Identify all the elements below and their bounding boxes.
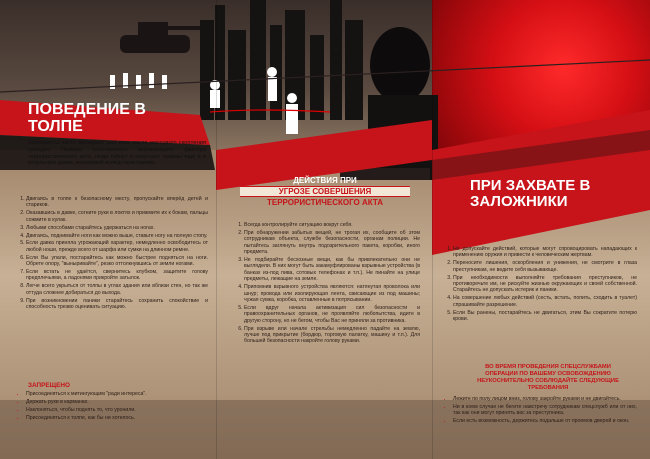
- panel3-title: ПРИ ЗАХВАТЕ В ЗАЛОЖНИКИ: [470, 177, 591, 210]
- forbidden-list: [18, 391, 208, 423]
- barbed-wire-icon: [0, 60, 650, 92]
- list-item: 3. Любыми способами старайтесь удержаться на ногах.: [26, 225, 208, 231]
- list-item: 5. Если вдруг начала активизация сил безопасности и правоохранительных органов, не проявляйте любопытства, идите в другую сторону, но не бегом, чтобы Вас не приняли за противника.: [244, 305, 420, 324]
- list-item: 1. Всегда контролируйте ситуацию вокруг себя.: [244, 222, 420, 228]
- forbidden-title: ЗАПРЕЩЕНО: [28, 382, 71, 389]
- list-item: • Ни в коем случае не бегите навстречу сотрудникам спецслужб или от них, так как они могут принять вас за преступника.: [453, 404, 637, 417]
- list-item: 7. Если встать не удаётся, свернитесь клубком, защитите голову предплечьями, а ладонями прикройте затылок.: [26, 269, 208, 282]
- list-item: • Присоединяться к митингующим "ради интереса".: [26, 391, 208, 397]
- list-item: 4. На совершение любых действий (сесть, встать, попить, сходить в туалет) спрашивайте разрешение.: [453, 295, 637, 308]
- tank-icon: [120, 22, 200, 53]
- panel1-title: ПОВЕДЕНИЕ В ТОЛПЕ: [28, 101, 146, 135]
- list-item: • Присоединяться к толпе, как бы ни хотелось.: [26, 415, 208, 421]
- list-item: 8. Легче всего укрыться от толпы в углах здания или вблизи стен, но так же оттуда сложнее добираться до выхода.: [26, 283, 208, 296]
- list-item: • Наклоняться, чтобы поднять то, что уронили.: [26, 407, 208, 413]
- list-item: 2. Оказавшись в давке, согните руки в локтях и прижмите их к бокам, пальцы сожмите в кулак.: [26, 210, 208, 223]
- fold-line: [216, 0, 217, 459]
- list-item: 6. При взрыве или начале стрельбы немедленно падайте на землю, лучше под прикрытие (бордюр, торговую палатку, машину и т.п.). Для большей безопасности накройте голову руками.: [244, 326, 420, 345]
- operation-title: ВО ВРЕМЯ ПРОВЕДЕНИЯ СПЕЦСЛУЖБАМИ ОПЕРАЦИИ ПО ВАШЕМУ ОСВОБОЖДЕНИЮ НЕУКОСНИТЕЛЬНО СОБЛЮДАЙТЕ СЛЕДУЮЩИЕ ТРЕБОВАНИЯ: [477, 364, 619, 391]
- list-item: • Держать руки в карманах.: [26, 399, 208, 405]
- list-item: 5. Если Вы ранены, постарайтесь не двигаться, этим Вы сократите потерю крови.: [453, 310, 637, 323]
- panel1-intro: Террористы часто выбирают для атак места массового скопления граждан. Помимо собственного поражающего фактора террористического акта, люди гибнут и получают травмы ещё и в результате давки, возникшей вследствии паники.: [28, 140, 206, 167]
- panel2-title-line2: УГРОЗЕ СОВЕРШЕНИЯ: [240, 186, 410, 197]
- skyline-silhouette-icon: [200, 0, 363, 120]
- list-item: 2. Переносите лишения, оскорбления и унижения, не смотрите в глаза преступникам, не ведите себя вызывающе.: [453, 260, 637, 273]
- list-item: 4. Припомнив взрывного устройства являются: натянутая проволока или шнур; провода или изолирующая лента, свисающие из под машины; чужая сумка, коробка, оставленные в потрясывании.: [244, 284, 420, 303]
- panel3-list: [445, 246, 637, 324]
- list-item: 4. Двигаясь, поднимайте ноги как можно выше, ставьте ногу на полную стопу.: [26, 233, 208, 239]
- fold-line: [432, 0, 433, 459]
- list-item: 3. При необходимости выполняйте требования преступников, не противоречьте им, не рискуйте жизнью окружающих и своей собственной. Старайтесь не допускать истерик и паники.: [453, 275, 637, 294]
- panel1-list: [18, 196, 208, 312]
- panel2-title-line3: ТЕРРОРИСТИЧЕСКОГО АКТА: [266, 198, 384, 207]
- list-item: 1. Двигаясь в толпе к безопасному месту, пропускайте вперёд детей и стариков.: [26, 196, 208, 209]
- operation-list: [445, 396, 637, 426]
- list-item: 5. Если давка приняла угрожающий характер, немедленно освободитесь от любой ноши, прежде всего от шарфа или сумки на длинном ремне.: [26, 240, 208, 253]
- panel2-title-line1: ДЕЙСТВИЯ ПРИ: [293, 176, 357, 185]
- list-item: • Если есть возможность, держитесь подальше от проемов дверей и окон.: [453, 418, 637, 424]
- panel2-title: [240, 176, 410, 207]
- panel2-list: [236, 222, 420, 346]
- list-item: 6. Если Вы упали, постарайтесь как можно быстрее подняться на ноги. Обрете опору, "выныривайте", резко оттолкнувшись от земли ногами.: [26, 255, 208, 268]
- list-item: 3. Не подбирайте бесхозные вещи, как бы привлекательно они не выглядели. В них могут быть закамуфлированы взрывные устройства (в банках из-под пива, сотовых телефонах и т.п.). Не пинайте на улице предметы, лежащие на земле.: [244, 257, 420, 283]
- list-item: 1. Не допускайте действий, которые могут спровоцировать нападающих к применению оружия и привести к человеческим жертвам.: [453, 246, 637, 259]
- list-item: 9. При возникновении паники старайтесь сохранить спокойствие и способность трезво оценивать ситуацию.: [26, 298, 208, 311]
- list-item: • Лежите по полу лицом вниз, голову закройте руками и не двигайтесь.: [453, 396, 637, 402]
- list-item: 2. При обнаружении забытых вещей, не трогая их, сообщите об этом сотрудникам объекта, службе безопасности, органам полиции. Не пытайтесь заглянуть внутрь подозрительного пакета, коробки, иного предмета.: [244, 230, 420, 256]
